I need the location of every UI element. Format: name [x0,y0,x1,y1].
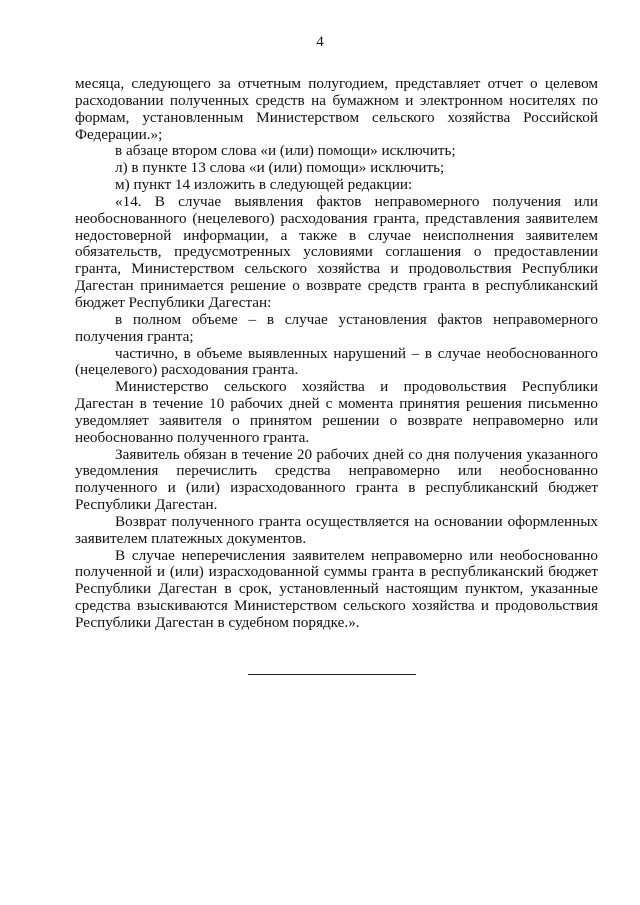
paragraph-amendment-l: л) в пункте 13 слова «и (или) помощи» исключить; [115,159,445,177]
paragraph-partial: частично, в объеме выявленных нарушений – в случае необоснованного (нецелевого) расходования гранта. [75,344,598,379]
page-number: 4 [316,34,324,50]
paragraph-continuation: месяца, следующего за отчетным полугодием, представляет отчет о целевом расходовании полученных средств на бумажном и электронном носителях по формам, установленным Министерством сельского хозяйства Российской Федерации.»; [75,75,598,143]
paragraph-point-14: «14. В случае выявления фактов неправомерного получения или необоснованного (нецелевого) расходования гранта, представления заявителем недостоверной информации, а также в случае неисполнения заявителем обязательств, предусмотренных условиями соглашения о предоставлении гранта, Министерством сельского хозяйства и продовольствия Республики Дагестан принимается решение о возврате средств гранта в республиканский бюджет Республики Дагестан: [75,192,598,311]
paragraph-full-volume: в полном объеме – в случае установления фактов неправомерного получения гранта; [75,310,598,345]
closing-divider [248,674,416,675]
paragraph-ministry-notice: Министерство сельского хозяйства и продовольствия Республики Дагестан в течение 10 рабочих дней с момента принятия решения письменно уведомляет заявителя о принятом решении о возврате неправомерно или необоснованно полученного гранта. [75,378,598,446]
paragraph-amendment-m: м) пункт 14 изложить в следующей редакции: [115,176,413,194]
paragraph-amendment-abzats: в абзаце втором слова «и (или) помощи» исключить; [115,142,456,160]
paragraph-refund-basis: Возврат полученного гранта осуществляется на основании оформленных заявителем платежных документов. [75,512,598,547]
paragraph-applicant-obligation: Заявитель обязан в течение 20 рабочих дней со дня получения указанного уведомления перечислить средства неправомерно или необоснованно полученного и (или) израсходованного гранта в республиканский бюджет Республики Дагестан. [75,445,598,514]
paragraph-recovery: В случае неперечисления заявителем неправомерно или необоснованно полученной и (или) израсходованной суммы гранта в республиканский бюджет Республики Дагестан в срок, установленный настоящим пунктом, указанные средства взыскиваются Министерством сельского хозяйства и продовольствия Республики Дагестан в судебном порядке.». [75,546,598,631]
document-body [75,76,598,632]
